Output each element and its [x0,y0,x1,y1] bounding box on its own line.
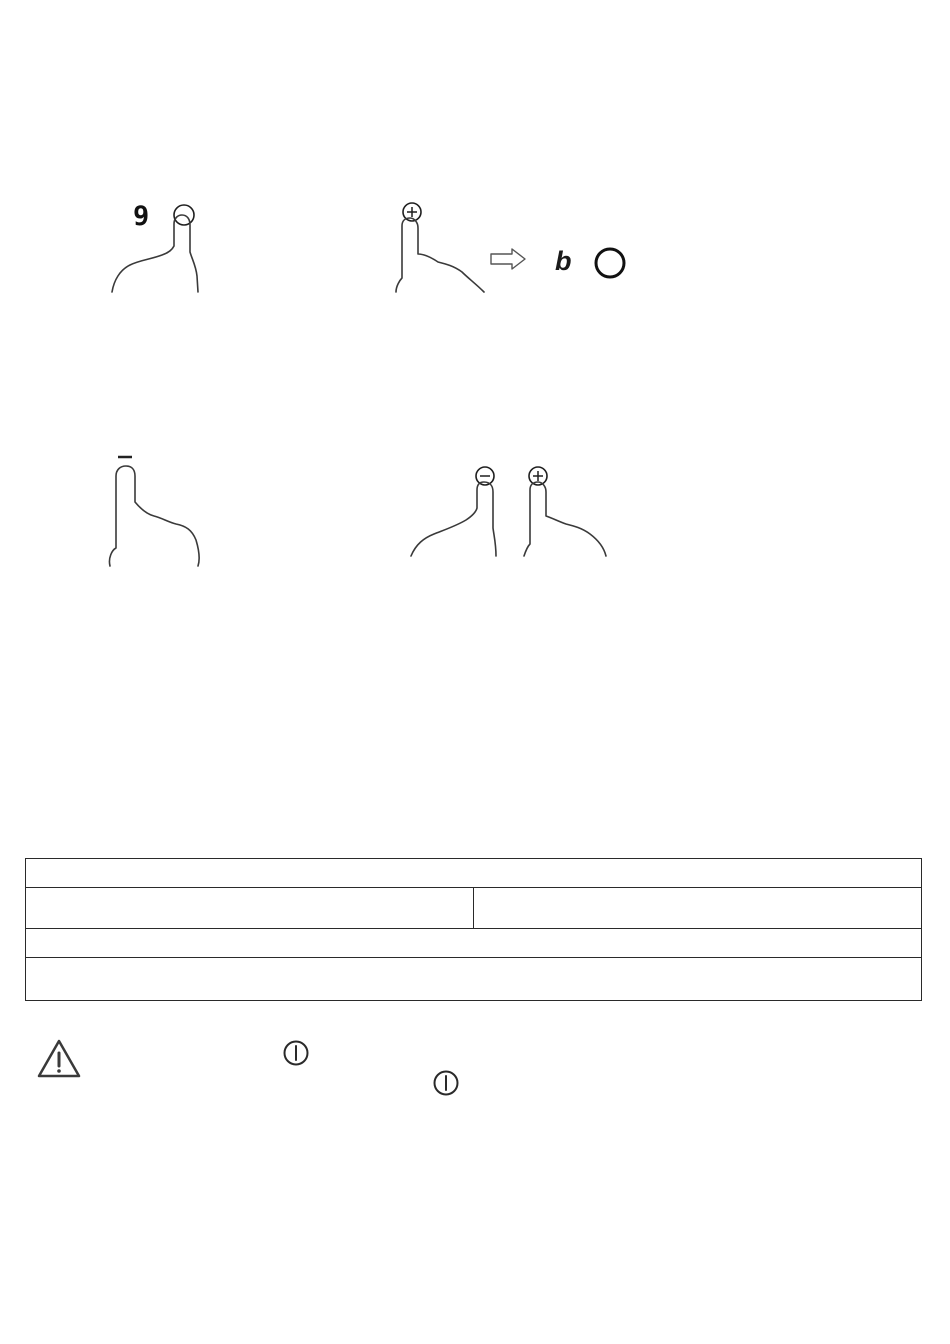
finger-press-minus-icon-2 [408,458,508,558]
finger-press-minus-icon [104,460,204,570]
finger-press-icon [108,196,218,296]
finger-press-plus-icon [392,196,492,296]
arrow-right-icon [490,248,526,270]
table-row [26,958,922,1001]
table-cell [474,888,922,929]
table-row [26,929,922,958]
display-digit: 9 [133,201,150,232]
ring-icon [592,246,628,282]
power-icon [283,1040,309,1066]
table-row [26,859,922,888]
table-cell [26,888,474,929]
finger-press-plus-icon-2 [520,458,610,558]
warning-icon [36,1038,82,1080]
spec-table [25,858,922,1001]
power-icon-2 [433,1070,459,1096]
result-letter: b [555,246,572,276]
